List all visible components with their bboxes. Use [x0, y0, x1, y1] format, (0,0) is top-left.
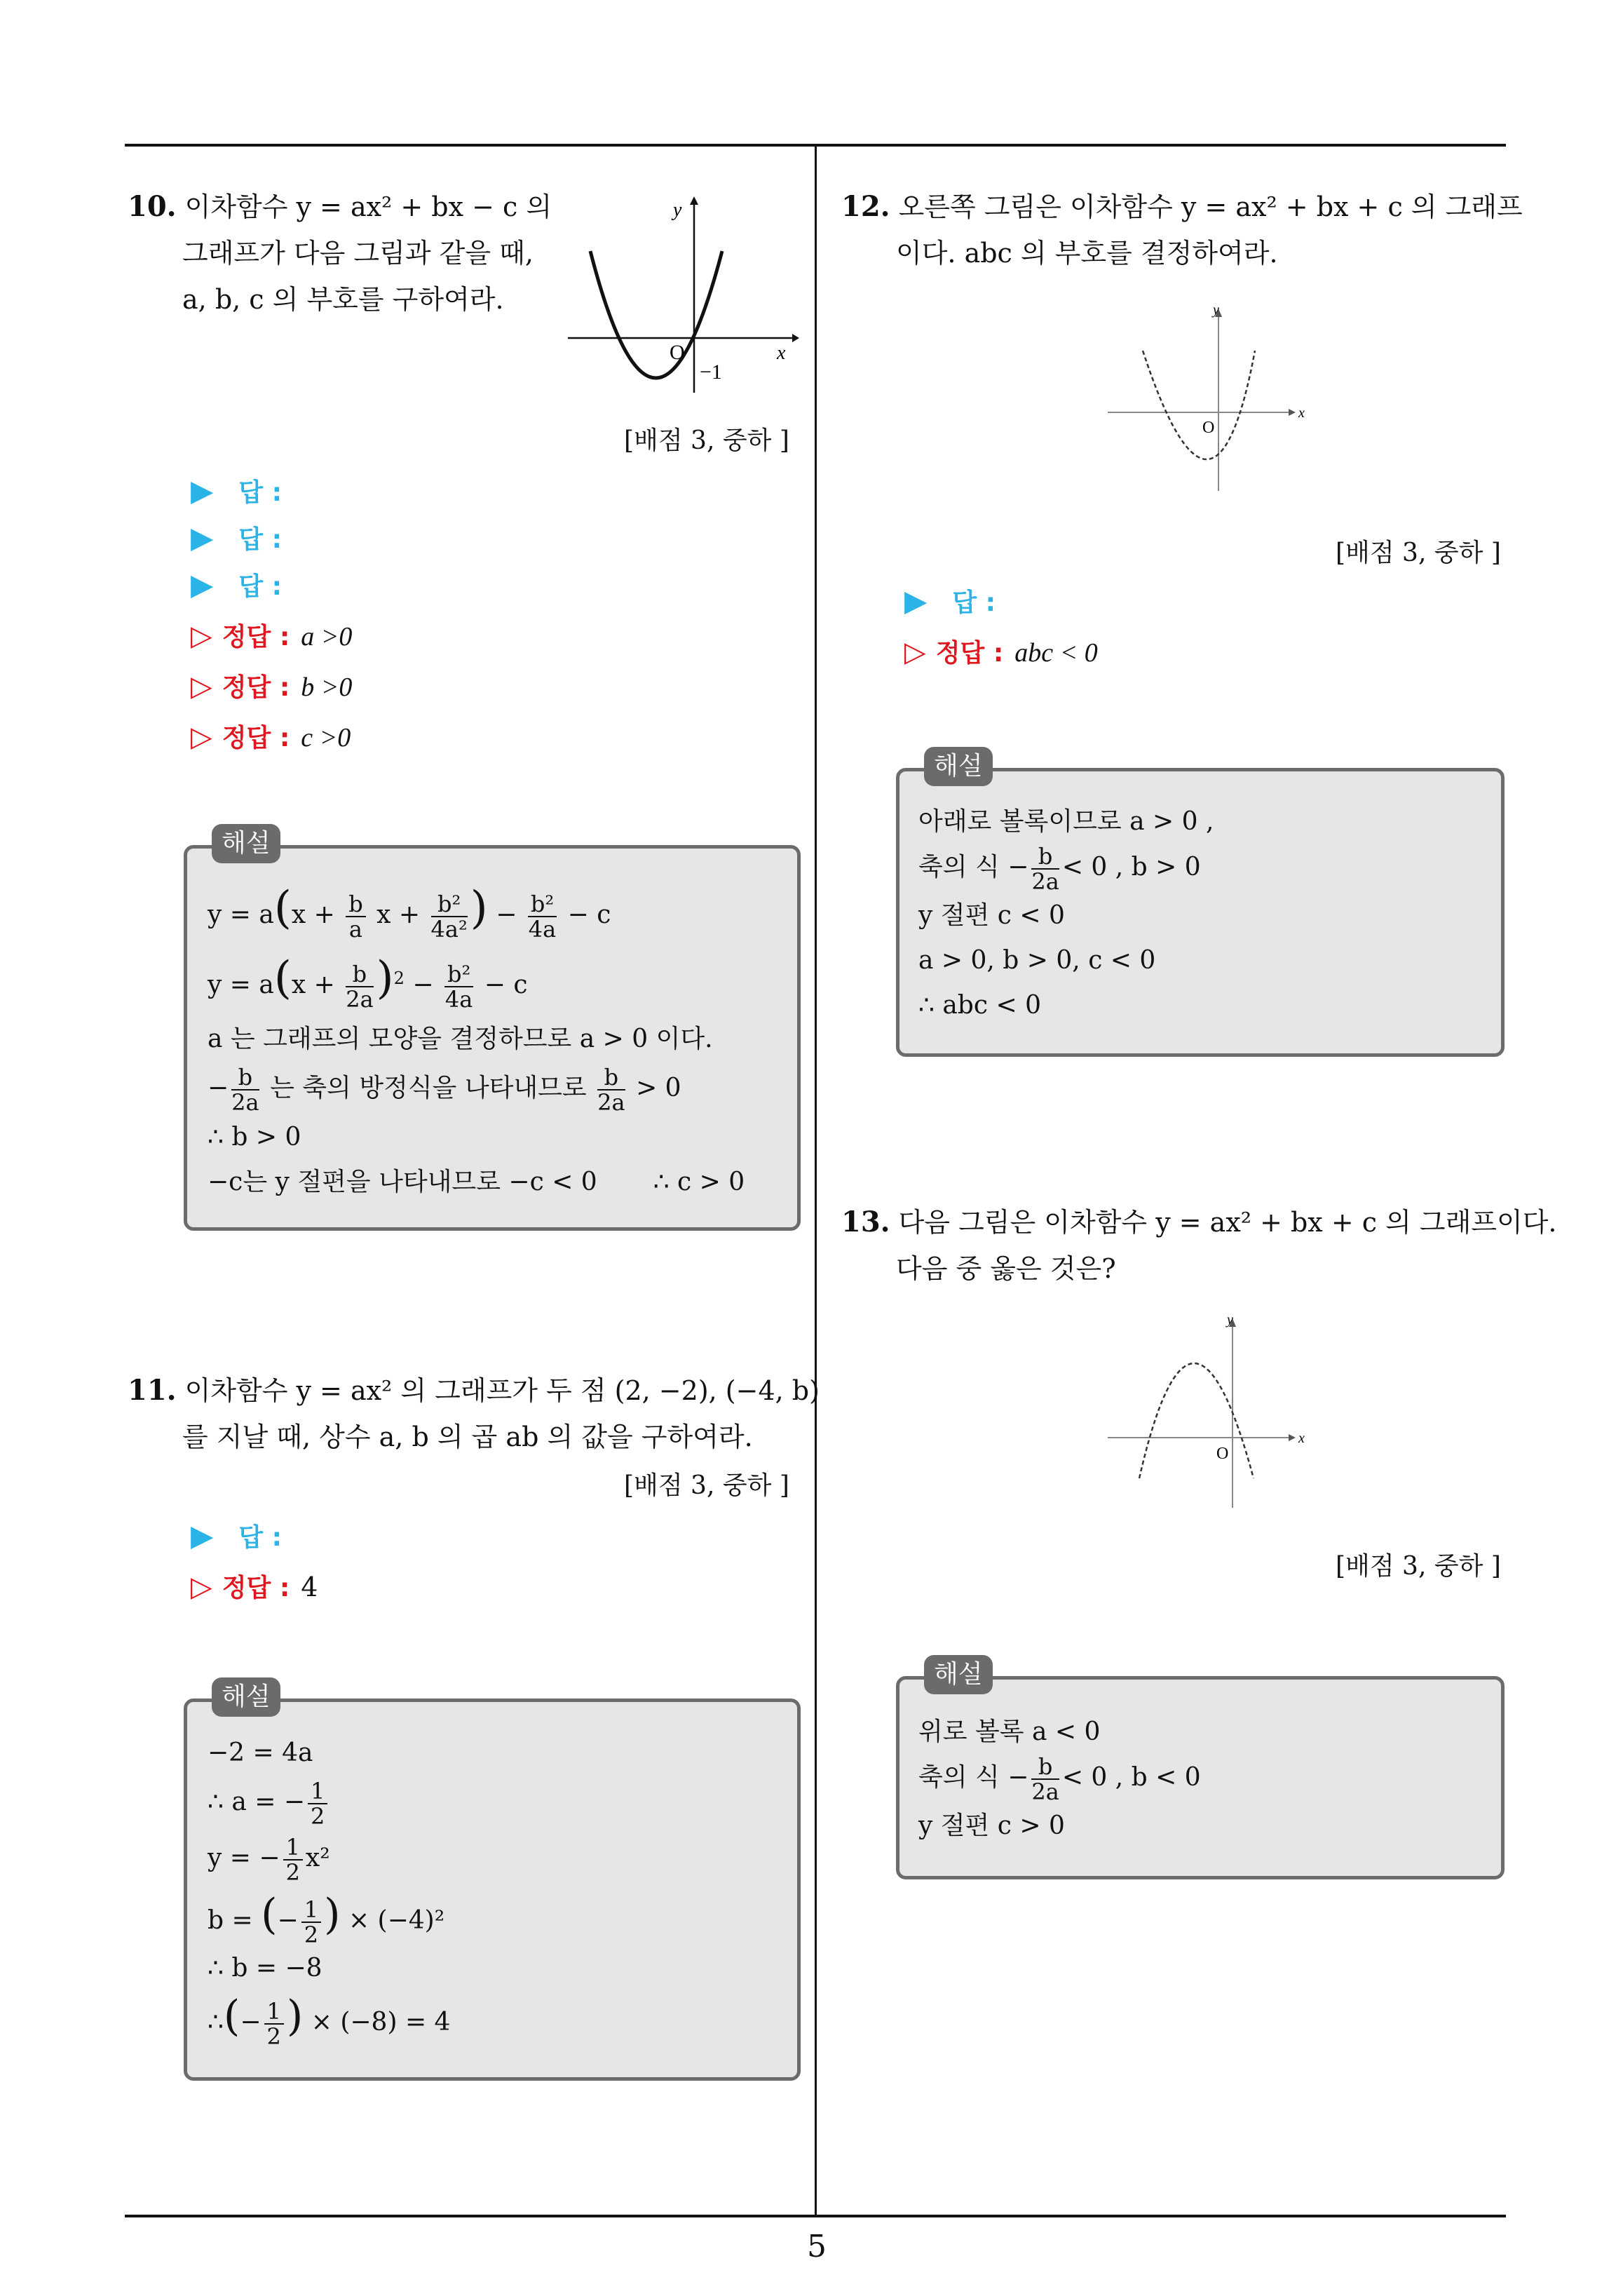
question-10-line3: a, b, c 의 부호를 구하여라. — [182, 284, 504, 315]
question-text: 오른쪽 그림은 이차함수 y = ax² + bx + c 의 그래프 — [898, 191, 1523, 222]
parabola-curve — [1143, 351, 1255, 459]
y-axis-label: y — [1227, 1312, 1233, 1328]
q11-answers — [191, 1511, 318, 1613]
explanation-line: 축의 식 − $\frac{b}{2a}$ < 0 , b < 0 — [918, 1753, 1201, 1805]
question-12-line1 — [841, 184, 1523, 230]
explanation-line: ∴ b > 0 — [208, 1123, 301, 1152]
q13-explanation — [918, 1710, 1201, 1849]
question-12-line2: 이다. abc 의 부호를 결정하여라. — [896, 238, 1278, 269]
correct-line-2 — [191, 662, 352, 713]
explanation-line: ∴ abc < 0 — [918, 991, 1041, 1020]
correct-value: a >0 — [301, 622, 353, 651]
x-axis-arrow — [1289, 1434, 1296, 1441]
q12-answers — [904, 576, 1098, 678]
answer-label: 답 : — [238, 1523, 283, 1552]
correct-label: 정답 : — [222, 623, 290, 651]
question-number: 13. — [841, 1206, 890, 1238]
origin-label: O — [670, 341, 685, 364]
question-text: 이차함수 y = ax² + bx − c 의 — [184, 191, 552, 222]
explanation-line: −c는 y 절편을 나타내므로 −c < 0 ∴ c > 0 — [208, 1168, 745, 1196]
explanation-line: a > 0, b > 0, c < 0 — [918, 946, 1156, 975]
outline-triangle-icon: ▷ — [191, 620, 212, 652]
triangle-icon: ▶ — [904, 583, 928, 618]
answer-label: 답 : — [952, 588, 996, 617]
explanation-line: b = (− $\frac{1}{2}$ ) × (−4)² — [208, 1890, 445, 1948]
explanation-line: ∴ b = −8 — [208, 1954, 322, 1983]
outline-triangle-icon: ▷ — [191, 721, 212, 753]
explanation-line: − $\frac{b}{2a}$ 는 축의 방정식을 나타내므로 $\frac{b}{2a}$ > 0 — [208, 1064, 681, 1116]
question-number: 10. — [128, 190, 177, 223]
y-axis-label: y — [1213, 302, 1219, 318]
answer-line — [904, 576, 1098, 628]
triangle-icon: ▶ — [191, 1518, 214, 1553]
triangle-icon: ▶ — [191, 473, 214, 508]
q10-parabola-graph — [561, 196, 799, 407]
triangle-icon: ▶ — [191, 520, 214, 555]
question-10 — [128, 184, 552, 323]
explanation-line: 위로 볼록 a < 0 — [918, 1717, 1101, 1746]
q10-explanation — [208, 877, 745, 1205]
answer-line-3 — [191, 560, 352, 612]
explanation-line: y = a(x + $\frac{b}{a}$ x + $\frac{\text{b²}}{\text{4a²}}$ ) − $\frac{\text{b²}}{4a}$ − c — [208, 882, 611, 943]
q12-score: [배점 3, 중하 ] — [1336, 539, 1501, 567]
question-10-line2: 그래프가 다음 그림과 같을 때, — [182, 238, 534, 269]
question-12 — [841, 184, 1523, 276]
correct-line-3 — [191, 713, 352, 763]
q10-score: [배점 3, 중하 ] — [624, 426, 789, 455]
correct-value: abc < 0 — [1014, 638, 1098, 668]
question-11 — [128, 1368, 820, 1460]
correct-label: 정답 : — [935, 639, 1004, 668]
explanation-line: y 절편 c < 0 — [918, 901, 1065, 930]
correct-label: 정답 : — [222, 673, 290, 702]
explanation-line: ∴ a = − $\frac{1}{2}$ — [208, 1774, 450, 1830]
origin-label: O — [1216, 1445, 1229, 1463]
x-axis-label: x — [777, 342, 786, 364]
outline-triangle-icon: ▷ — [191, 670, 212, 703]
explanation-line: y 절편 c > 0 — [918, 1811, 1065, 1840]
outline-triangle-icon: ▷ — [904, 636, 926, 668]
explanation-line: y = a(x + $\frac{b}{2a}$ )$^2$ − $\frac{\text{b²}}{4a}$ − c — [208, 952, 528, 1013]
q10-answers — [191, 466, 352, 763]
q13-score: [배점 3, 중하 ] — [1336, 1552, 1501, 1581]
x-axis-arrow — [792, 334, 799, 342]
question-text: 다음 그림은 이차함수 y = ax² + bx + c 의 그래프이다. — [898, 1207, 1557, 1238]
answer-label: 답 : — [238, 525, 283, 554]
correct-line — [904, 628, 1098, 678]
correct-line-1 — [191, 612, 352, 662]
explanation-tag: 해설 — [924, 1655, 993, 1694]
question-number: 12. — [841, 190, 890, 223]
correct-line — [191, 1562, 318, 1613]
q11-explanation — [208, 1732, 450, 2051]
explanation-tag: 해설 — [212, 1677, 280, 1717]
answer-label: 답 : — [238, 478, 283, 507]
point-label: −1 — [700, 360, 722, 384]
correct-label: 정답 : — [222, 724, 290, 752]
x-axis-arrow — [1289, 409, 1296, 416]
y-axis-label: y — [673, 199, 682, 221]
question-10-line1 — [128, 184, 552, 230]
correct-label: 정답 : — [222, 1574, 290, 1602]
question-13-line1 — [841, 1199, 1557, 1245]
explanation-line: a 는 그래프의 모양을 결정하므로 a > 0 이다. — [208, 1025, 713, 1053]
column-divider — [815, 145, 817, 2215]
parabola-curve — [1139, 1363, 1254, 1478]
correct-value: 4 — [301, 1572, 318, 1602]
answer-line-1 — [191, 466, 352, 518]
question-11-line2: 를 지날 때, 상수 a, b 의 곱 ab 의 값을 구하여라. — [182, 1422, 753, 1452]
correct-value: b >0 — [301, 673, 353, 702]
triangle-icon: ▶ — [191, 567, 214, 602]
bottom-rule — [125, 2215, 1506, 2217]
question-13 — [841, 1199, 1557, 1292]
answer-line — [191, 1511, 318, 1562]
q12-parabola-graph — [1101, 302, 1304, 498]
answer-label: 답 : — [238, 572, 283, 601]
explanation-line: 아래로 볼록이므로 a > 0 , — [918, 807, 1214, 836]
origin-label: O — [1202, 419, 1215, 437]
explanation-line: −2 = 4a — [208, 1738, 313, 1767]
explanation-line: 축의 식 − $\frac{b}{2a}$ < 0 , b > 0 — [918, 843, 1201, 895]
q12-explanation — [918, 799, 1214, 1028]
x-axis-label: x — [1298, 405, 1305, 421]
page-number: 5 — [807, 2229, 827, 2264]
question-number: 11. — [128, 1374, 177, 1407]
outline-triangle-icon: ▷ — [191, 1571, 212, 1603]
question-11-line1 — [128, 1368, 820, 1414]
parabola-curve — [590, 251, 722, 378]
explanation-line: ∴(− $\frac{1}{2}$ ) × (−8) = 4 — [208, 1992, 451, 2050]
q11-score: [배점 3, 중하 ] — [624, 1471, 789, 1500]
explanation-line: y = − $\frac{1}{2}$ x² — [208, 1834, 330, 1886]
y-axis-arrow — [690, 196, 698, 205]
q13-parabola-graph — [1101, 1311, 1304, 1515]
correct-value: c >0 — [301, 723, 351, 752]
explanation-tag: 해설 — [924, 747, 993, 786]
question-13-line2: 다음 중 옳은 것은? — [896, 1253, 1116, 1284]
answer-line-2 — [191, 513, 352, 565]
explanation-tag: 해설 — [212, 824, 280, 863]
question-text: 이차함수 y = ax² 의 그래프가 두 점 (2, −2), (−4, b) — [184, 1375, 820, 1406]
x-axis-label: x — [1298, 1431, 1305, 1446]
